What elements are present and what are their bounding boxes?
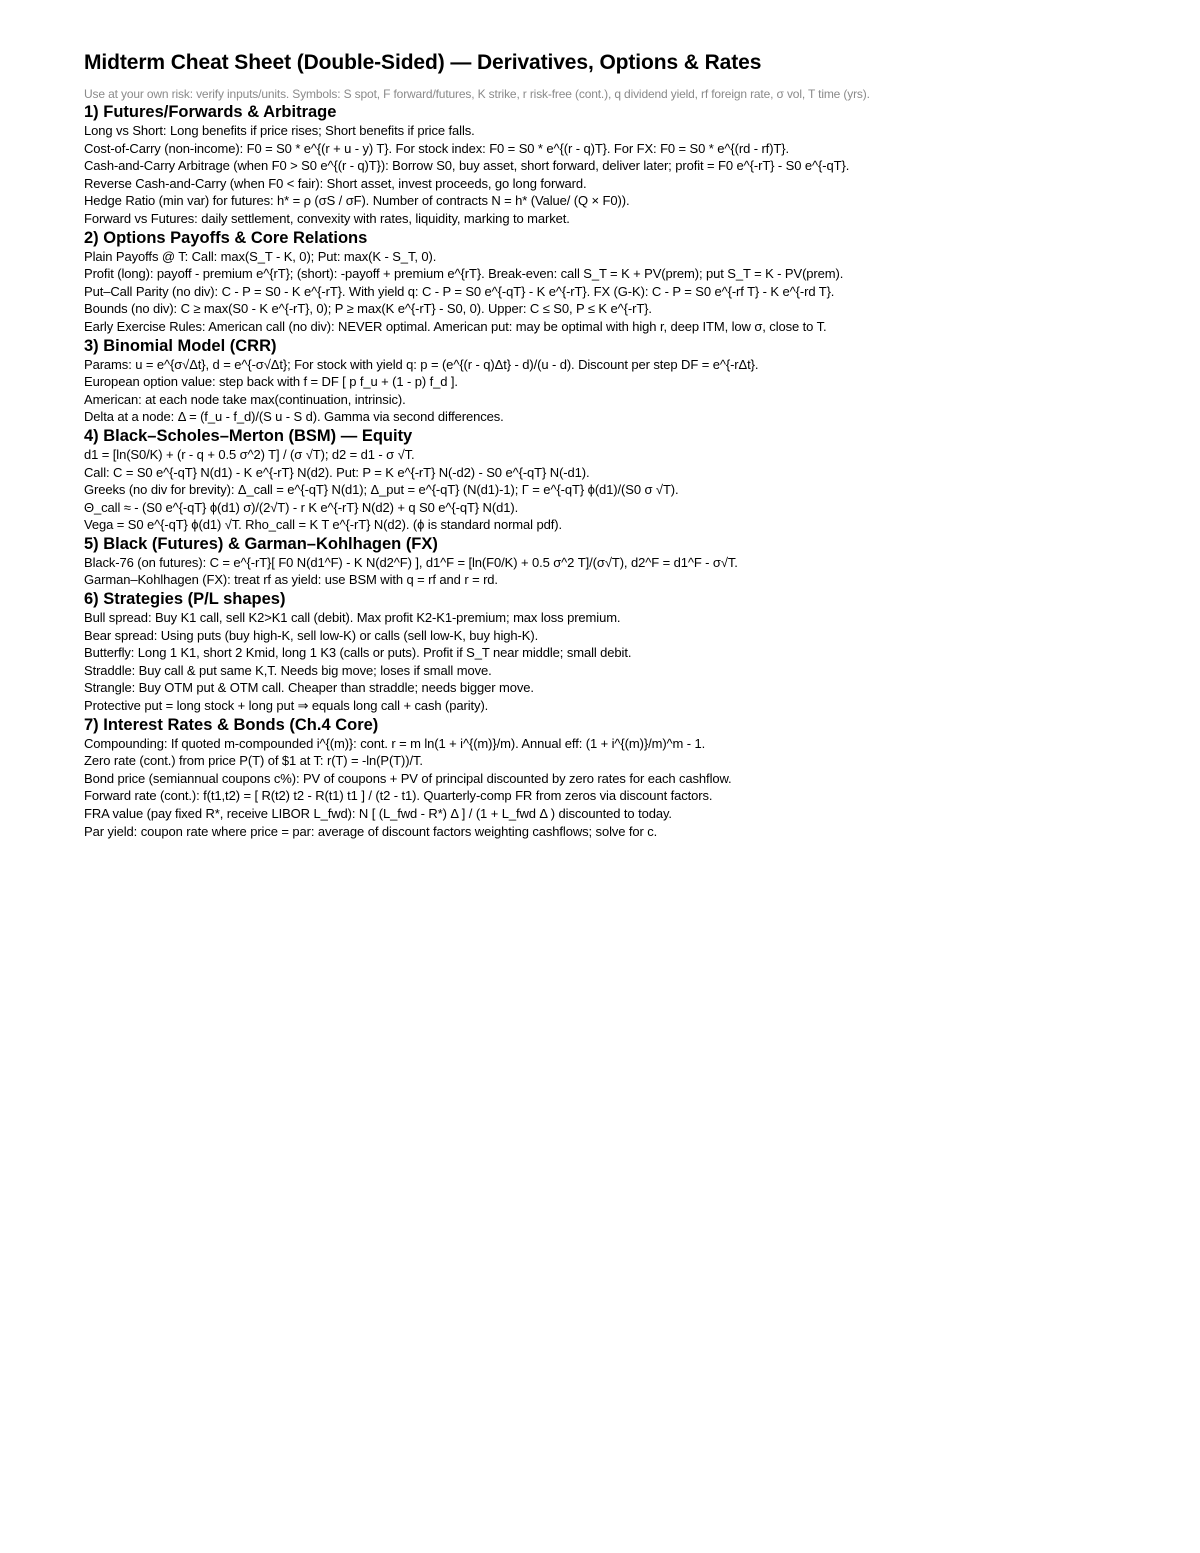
section-black-garman [84, 534, 1144, 589]
cheat-sheet-page [84, 48, 1144, 840]
section-line: European option value: step back with f = DF [ p f_u + (1 - p) f_d ]. [84, 374, 458, 390]
section-line: Compounding: If quoted m-compounded i^{(m)}: cont. r = m ln(1 + i^{(m)}/m). Annual eff: (1 + i^{(m)}/m)^m - 1. [84, 735, 706, 751]
section-strategies [84, 589, 1144, 715]
section-line: Vega = S0 e^{-qT} ϕ(d1) √T. Rho_call = K T e^{-rT} N(d2). (ϕ is standard normal pdf). [84, 517, 562, 533]
section-line: Profit (long): payoff - premium e^{rT}; (short): -payoff + premium e^{rT}. Break-even: call S_T = K + PV(prem); put S_T = K - PV(prem). [84, 266, 844, 282]
section-line: Bounds (no div): C ≥ max(S0 - K e^{-rT}, 0); P ≥ max(K e^{-rT} - S0, 0). Upper: C ≤ S0, P ≤ K e^{-rT}. [84, 301, 652, 317]
section-line: Black-76 (on futures): C = e^{-rT}[ F0 N(d1^F) - K N(d2^F) ], d1^F = [ln(F0/K) + 0.5 σ^2 T]/(σ√T), d2^F = d1^F - σ√T. [84, 554, 738, 570]
page-subtitle: Use at your own risk: verify inputs/units. Symbols: S spot, F forward/futures, K strike, r risk-free (cont.), q dividend yield, rf foreign rate, σ vol, T time (yrs). [84, 87, 870, 101]
section-line: FRA value (pay fixed R*, receive LIBOR L_fwd): N [ (L_fwd - R*) Δ ] / (1 + L_fwd Δ ) discounted to today. [84, 806, 672, 821]
section-line: Early Exercise Rules: American call (no div): NEVER optimal. American put: may be optimal with high r, deep ITM, low σ, close to T. [84, 318, 827, 334]
section-line: Bond price (semiannual coupons c%): PV of coupons + PV of principal discounted by zero rates for each cashflow. [84, 770, 732, 786]
sections-container [84, 102, 1144, 840]
section-line: Reverse Cash-and-Carry (when F0 < fair): Short asset, invest proceeds, go long forward. [84, 175, 587, 191]
section-options-payoffs [84, 228, 1144, 336]
section-interest-rates [84, 715, 1144, 841]
section-line: Forward vs Futures: daily settlement, convexity with rates, liquidity, marking to market. [84, 210, 570, 226]
section-line: Garman–Kohlhagen (FX): treat rf as yield: use BSM with q = rf and r = rd. [84, 572, 498, 588]
section-heading: 4) Black–Scholes–Merton (BSM) — Equity [84, 426, 413, 445]
section-line: Zero rate (cont.) from price P(T) of $1 at T: r(T) = -ln(P(T))/T. [84, 753, 423, 769]
section-futures-forwards [84, 102, 1144, 228]
section-heading: 3) Binomial Model (CRR) [84, 336, 277, 355]
section-line: Butterfly: Long 1 K1, short 2 Kmid, long 1 K3 (calls or puts). Profit if S_T near middle; small debit. [84, 645, 632, 661]
section-line: d1 = [ln(S0/K) + (r - q + 0.5 σ^2) T] / (σ √T); d2 = d1 - σ √T. [84, 446, 415, 462]
section-line: Delta at a node: Δ = (f_u - f_d)/(S u - S d). Gamma via second differences. [84, 409, 504, 425]
section-line: Forward rate (cont.): f(t1,t2) = [ R(t2) t2 - R(t1) t1 ] / (t2 - t1). Quarterly-comp FR from zeros via discount factors. [84, 788, 713, 804]
section-binomial-model [84, 336, 1144, 426]
section-line: Cost-of-Carry (non-income): F0 = S0 * e^{(r + u - y) T}. For stock index: F0 = S0 * e^{(r - q)T}. For FX: F0 = S0 * e^{(rd - rf)T}. [84, 140, 790, 156]
section-line: Hedge Ratio (min var) for futures: h* = ρ (σS / σF). Number of contracts N = h* (Value/ (Q × F0)). [84, 193, 630, 209]
section-heading: 2) Options Payoffs & Core Relations [84, 228, 368, 247]
section-line: Put–Call Parity (no div): C - P = S0 - K e^{-rT}. With yield q: C - P = S0 e^{-qT} - K e^{-rT}. FX (G-K): C - P = S0 e^{-rf T} - K e^{-rd T}. [84, 283, 835, 299]
section-line: Protective put = long stock + long put ⇒ equals long call + cash (parity). [84, 698, 489, 714]
section-line: Par yield: coupon rate where price = par: average of discount factors weighting cashflows; solve for c. [84, 823, 658, 839]
section-heading: 6) Strategies (P/L shapes) [84, 590, 286, 609]
section-line: Plain Payoffs @ T: Call: max(S_T - K, 0); Put: max(K - S_T, 0). [84, 248, 437, 264]
section-line: Straddle: Buy call & put same K,T. Needs big move; loses if small move. [84, 662, 492, 678]
section-line: Strangle: Buy OTM put & OTM call. Cheaper than straddle; needs bigger move. [84, 680, 534, 696]
section-black-scholes [84, 426, 1144, 534]
section-line: Θ_call ≈ - (S0 e^{-qT} ϕ(d1) σ)/(2√T) - r K e^{-rT} N(d2) + q S0 e^{-qT} N(d1). [84, 499, 519, 515]
section-line: Cash-and-Carry Arbitrage (when F0 > S0 e^{(r - q)T}): Borrow S0, buy asset, short forward, deliver later; profit = F0 e^{-rT} - S0 e^{-qT}. [84, 158, 850, 174]
section-line: Bull spread: Buy K1 call, sell K2>K1 call (debit). Max profit K2-K1-premium; max loss premium. [84, 610, 621, 626]
section-line: Call: C = S0 e^{-qT} N(d1) - K e^{-rT} N(d2). Put: P = K e^{-rT} N(-d2) - S0 e^{-qT} N(-d1). [84, 464, 590, 480]
section-line: American: at each node take max(continuation, intrinsic). [84, 391, 406, 407]
section-line: Long vs Short: Long benefits if price rises; Short benefits if price falls. [84, 123, 475, 138]
section-heading: 5) Black (Futures) & Garman–Kohlhagen (FX) [84, 534, 438, 553]
section-line: Bear spread: Using puts (buy high-K, sell low-K) or calls (sell low-K, buy high-K). [84, 627, 539, 643]
page-title: Midterm Cheat Sheet (Double-Sided) — Derivatives, Options & Rates [84, 51, 762, 74]
section-line: Params: u = e^{σ√Δt}, d = e^{-σ√Δt}; For stock with yield q: p = (e^{(r - q)Δt} - d)/(u - d). Discount per step DF = e^{-rΔt}. [84, 356, 759, 372]
section-heading: 7) Interest Rates & Bonds (Ch.4 Core) [84, 715, 379, 734]
section-heading: 1) Futures/Forwards & Arbitrage [84, 103, 337, 121]
section-line: Greeks (no div for brevity): Δ_call = e^{-qT} N(d1); Δ_put = e^{-qT} (N(d1)-1); Γ = e^{-qT} ϕ(d1)/(S0 σ √T). [84, 482, 679, 498]
